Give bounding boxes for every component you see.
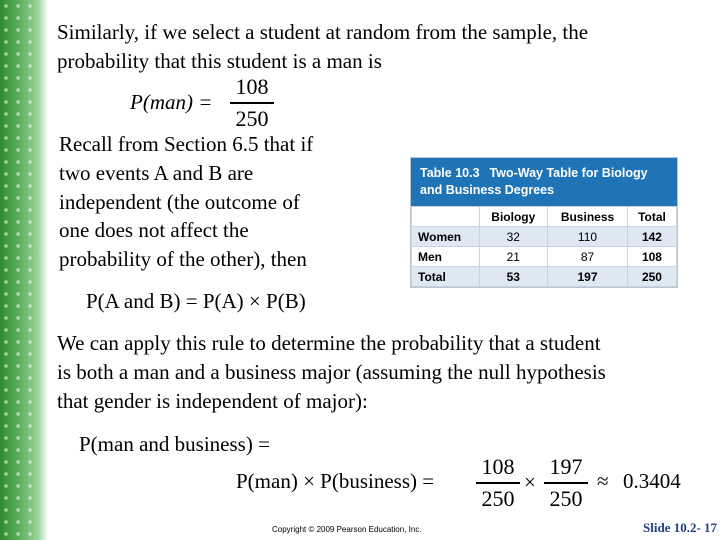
para1-line1: Similarly, if we select a student at random from the sample, the: [57, 20, 589, 44]
table-header-biology: Biology: [479, 207, 548, 227]
decorative-sidebar: [0, 0, 48, 540]
calc-fraction-2: [544, 454, 588, 512]
calc-fraction-1: [476, 454, 520, 512]
cell-total: 250: [627, 267, 676, 287]
approx-symbol: ≈: [597, 469, 609, 493]
fraction1-numerator: 108: [481, 454, 515, 479]
two-way-table: [410, 157, 678, 288]
row-label: Total: [412, 267, 480, 287]
cell-business: 197: [548, 267, 628, 287]
cell-total: 108: [627, 247, 676, 267]
calc-lhs: P(man) × P(business) =: [236, 469, 435, 493]
fraction-bar: [230, 102, 274, 104]
fraction-bar: [476, 482, 520, 484]
cell-biology: 53: [479, 267, 548, 287]
para3-line2: is both a man and a business major (assuming the null hypothesis: [57, 360, 606, 384]
pman-fraction: [230, 74, 274, 132]
table-row-women: [412, 227, 677, 247]
cell-biology: 32: [479, 227, 548, 247]
fraction2-denominator: 250: [549, 485, 583, 511]
para2-line4: one does not affect the: [59, 218, 249, 242]
table-label: Table 10.3: [420, 166, 480, 180]
fraction-bar: [544, 482, 588, 484]
para3-line3: that gender is independent of major):: [57, 389, 368, 413]
pman-denominator: 250: [235, 105, 269, 131]
fraction1-denominator: 250: [481, 485, 515, 511]
para1-line2: probability that this student is a man is: [57, 49, 382, 73]
table-header-business: Business: [548, 207, 628, 227]
cell-total: 142: [627, 227, 676, 247]
fraction2-numerator: 197: [549, 454, 583, 479]
table-header-total: Total: [627, 207, 676, 227]
sidebar-dot-pattern: [0, 0, 40, 540]
table-row-men: [412, 247, 677, 267]
table-header-corner: [412, 207, 480, 227]
pman-numerator: 108: [235, 74, 269, 99]
pman-lhs: P(man) =: [130, 90, 213, 114]
table-title: Two-Way Table for Biology and Business Degrees: [420, 166, 648, 197]
table-title-bar: [411, 158, 677, 206]
times-symbol: ×: [524, 470, 536, 494]
para2-line1: Recall from Section 6.5 that if: [59, 132, 314, 156]
para2-line5: probability of the other), then: [59, 247, 307, 271]
calc-result: 0.3404: [623, 469, 681, 493]
slide-number: Slide 10.2- 17: [643, 520, 718, 535]
cell-biology: 21: [479, 247, 548, 267]
table-row-total: [412, 267, 677, 287]
para2-line2: two events A and B are: [59, 161, 254, 185]
cell-business: 87: [548, 247, 628, 267]
para2-line3: independent (the outcome of: [59, 190, 300, 214]
para3-line1: We can apply this rule to determine the probability that a student: [57, 331, 601, 355]
calc-line1: P(man and business) =: [79, 432, 270, 456]
row-label: Men: [412, 247, 480, 267]
table-grid: [411, 206, 677, 287]
row-label: Women: [412, 227, 480, 247]
cell-business: 110: [548, 227, 628, 247]
table-header-row: [412, 207, 677, 227]
independence-rule: P(A and B) = P(A) × P(B): [86, 289, 306, 313]
copyright-notice: Copyright © 2009 Pearson Education, Inc.: [272, 525, 422, 534]
